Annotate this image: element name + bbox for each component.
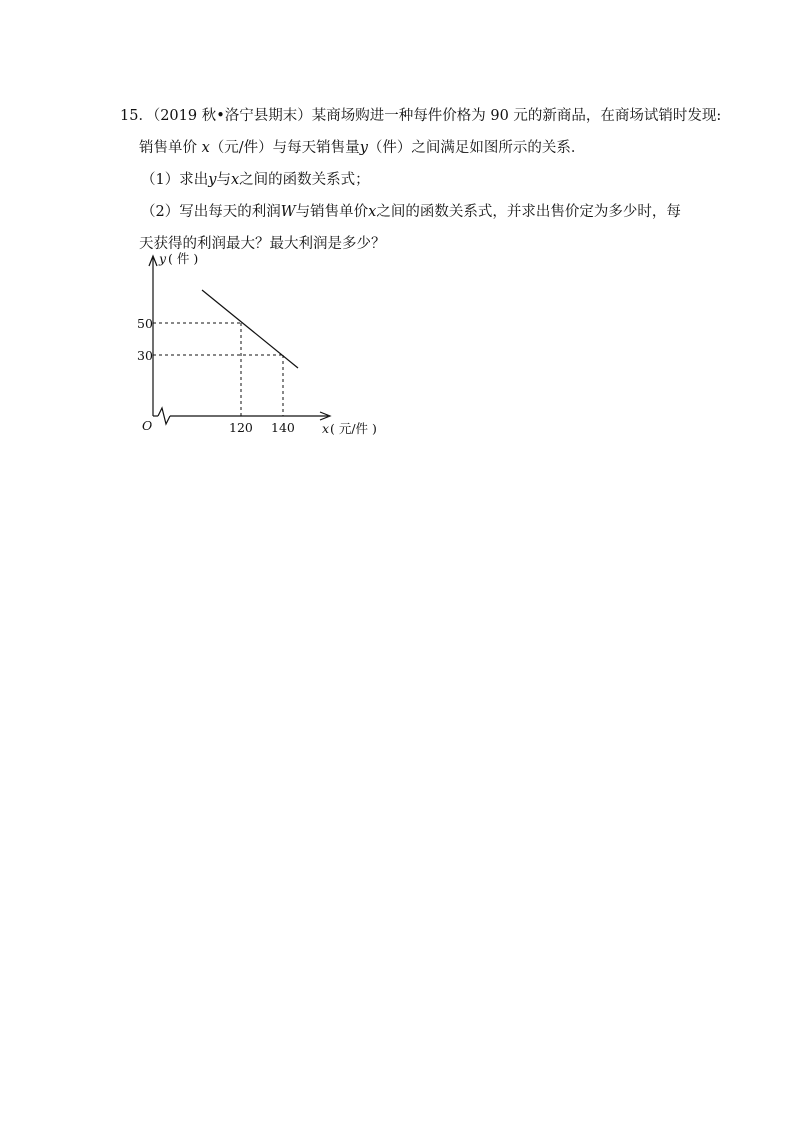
question-text: 之间的函数关系式，并求出售价定为多少时，每: [376, 204, 681, 220]
problem-number: 15．: [120, 108, 153, 124]
intro-text: （件）之间满足如图所示的关系．: [367, 140, 586, 156]
intro-text: 销售单价: [139, 140, 202, 156]
var-W: W: [280, 204, 296, 220]
problem-source: （2019 秋•洛宁县期末）: [152, 108, 312, 124]
question-text: 与销售单价: [295, 204, 369, 220]
y-tick-30: 30: [137, 348, 153, 363]
graph-svg: [128, 248, 398, 448]
problem-intro-1: 某商场购进一种每件价格为 90 元的新商品，在商场试销时发现:: [311, 108, 722, 124]
function-graph: [128, 248, 398, 448]
x-axis-unit: ( 元/件 ): [330, 421, 377, 436]
y-axis-var: y: [159, 251, 167, 266]
problem-line-2: [120, 132, 700, 164]
var-x: x: [201, 140, 210, 156]
question-text: 天获得的利润最大？最大利润是多少？: [139, 236, 386, 252]
problem-15: [120, 100, 722, 260]
question-1: [120, 164, 700, 196]
function-line: [202, 290, 298, 368]
question-text: （1）求出: [141, 172, 209, 188]
y-tick-50: 50: [137, 316, 153, 331]
x-tick-120: 120: [229, 420, 253, 435]
var-y: y: [359, 140, 368, 156]
var-y: y: [208, 172, 217, 188]
x-axis-var: x: [322, 421, 330, 436]
question-text: 之间的函数关系式；: [239, 172, 370, 188]
question-text: （2）写出每天的利润: [141, 204, 281, 220]
var-x: x: [230, 172, 240, 188]
x-tick-140: 140: [271, 420, 295, 435]
origin-label: O: [142, 418, 153, 433]
y-axis-unit: ( 件 ): [168, 251, 199, 266]
var-x: x: [368, 204, 377, 220]
axis-break: [158, 408, 170, 424]
problem-line-1: [120, 100, 722, 132]
question-2: [120, 196, 700, 228]
question-text: 与: [216, 172, 231, 188]
intro-text: （元/件）与每天销售量: [209, 140, 360, 156]
